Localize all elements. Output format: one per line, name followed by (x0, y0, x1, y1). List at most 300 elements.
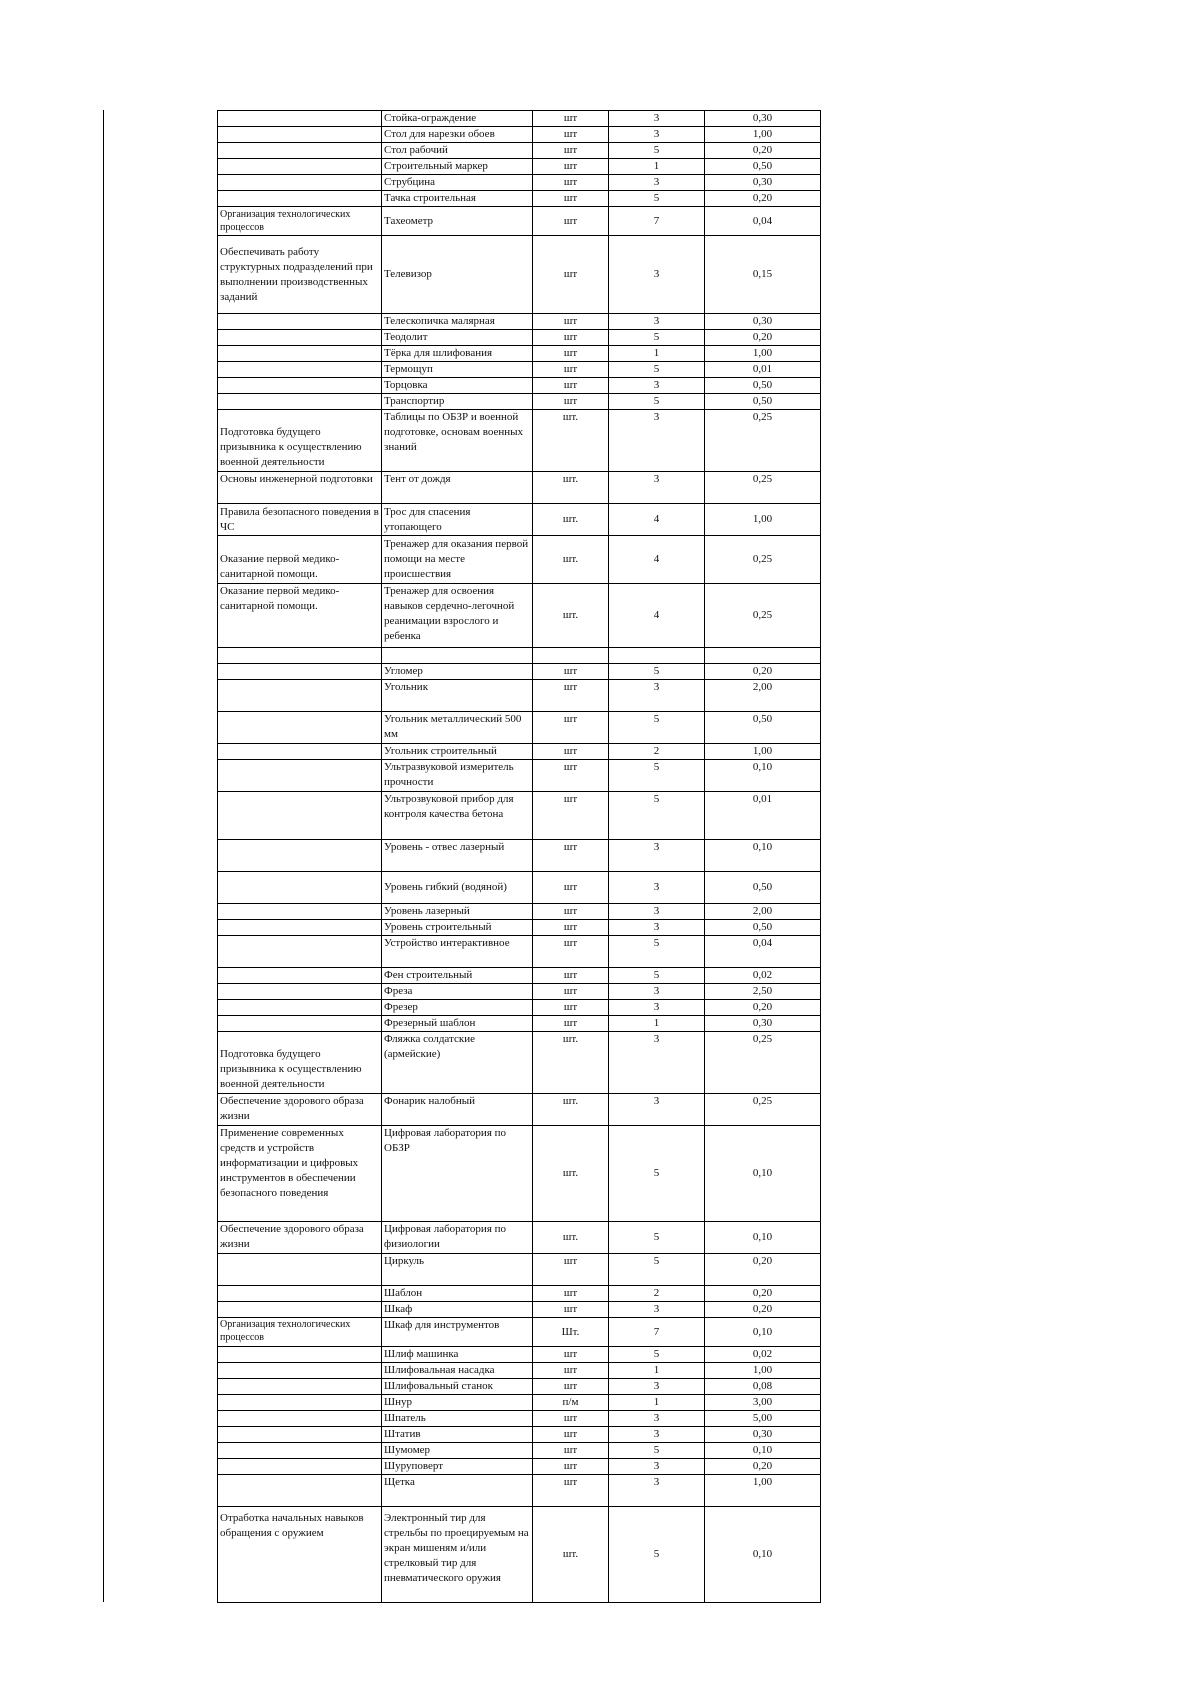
coefficient-cell: 0,25 (705, 410, 821, 472)
coefficient-cell: 3,00 (705, 1395, 821, 1411)
item-name-cell: Фонарик налобный (382, 1094, 533, 1126)
table-row (218, 968, 821, 984)
table-row (218, 111, 821, 127)
coefficient-cell: 1,00 (705, 1475, 821, 1507)
table-row (218, 936, 821, 968)
table-row (218, 984, 821, 1000)
table-row (218, 362, 821, 378)
topic-cell (218, 1254, 382, 1286)
quantity-cell: 2 (609, 744, 705, 760)
table-row (218, 143, 821, 159)
item-name-cell (382, 648, 533, 664)
quantity-cell: 5 (609, 1507, 705, 1603)
coefficient-cell: 0,30 (705, 1016, 821, 1032)
table-row (218, 314, 821, 330)
item-name-cell: Уровень гибкий (водяной) (382, 872, 533, 904)
table-row (218, 1475, 821, 1507)
item-name-cell: Уровень лазерный (382, 904, 533, 920)
unit-cell: шт (533, 1016, 609, 1032)
coefficient-cell: 0,02 (705, 968, 821, 984)
quantity-cell: 5 (609, 191, 705, 207)
topic-cell (218, 159, 382, 175)
unit-cell: шт (533, 840, 609, 872)
coefficient-cell: 0,20 (705, 143, 821, 159)
topic-cell (218, 1459, 382, 1475)
topic-cell (218, 920, 382, 936)
quantity-cell: 1 (609, 1016, 705, 1032)
item-name-cell: Тёрка для шлифования (382, 346, 533, 362)
coefficient-cell: 0,04 (705, 207, 821, 236)
unit-cell: шт (533, 712, 609, 744)
item-name-cell: Угольник металлический 500 мм (382, 712, 533, 744)
coefficient-cell: 0,25 (705, 1032, 821, 1094)
coefficient-cell: 0,10 (705, 1318, 821, 1347)
quantity-cell: 5 (609, 760, 705, 792)
topic-cell (218, 1016, 382, 1032)
unit-cell: шт (533, 968, 609, 984)
table-row (218, 410, 821, 472)
topic-cell (218, 1347, 382, 1363)
coefficient-cell: 0,10 (705, 1443, 821, 1459)
table-row (218, 1427, 821, 1443)
topic-cell (218, 680, 382, 712)
quantity-cell: 3 (609, 378, 705, 394)
topic-cell: Обеспечение здорового образа жизни (218, 1094, 382, 1126)
unit-cell: шт (533, 175, 609, 191)
table-row (218, 175, 821, 191)
quantity-cell: 3 (609, 127, 705, 143)
quantity-cell: 3 (609, 904, 705, 920)
item-name-cell: Шлиф машинка (382, 1347, 533, 1363)
item-name-cell: Угломер (382, 664, 533, 680)
topic-cell: Отработка начальных навыков обращения с оружием (218, 1507, 382, 1603)
unit-cell: шт (533, 1254, 609, 1286)
unit-cell: шт (533, 1443, 609, 1459)
item-name-cell: Шнур (382, 1395, 533, 1411)
quantity-cell: 3 (609, 1475, 705, 1507)
table-row (218, 1363, 821, 1379)
table-row (218, 904, 821, 920)
coefficient-cell: 0,50 (705, 394, 821, 410)
coefficient-cell: 1,00 (705, 346, 821, 362)
quantity-cell: 3 (609, 236, 705, 314)
quantity-cell: 4 (609, 536, 705, 584)
item-name-cell: Тахеометр (382, 207, 533, 236)
unit-cell: шт (533, 127, 609, 143)
coefficient-cell: 0,50 (705, 872, 821, 904)
topic-cell (218, 712, 382, 744)
item-name-cell: Шуруповерт (382, 1459, 533, 1475)
topic-cell: Подготовка будущего призывника к осуществлению военной деятельности (218, 1032, 382, 1094)
item-name-cell: Угольник строительный (382, 744, 533, 760)
item-name-cell: Уровень строительный (382, 920, 533, 936)
topic-cell (218, 760, 382, 792)
unit-cell: шт (533, 314, 609, 330)
item-name-cell: Торцовка (382, 378, 533, 394)
coefficient-cell: 0,04 (705, 936, 821, 968)
table-row (218, 191, 821, 207)
table-row (218, 394, 821, 410)
unit-cell: шт. (533, 472, 609, 504)
unit-cell: шт (533, 920, 609, 936)
coefficient-cell: 0,50 (705, 920, 821, 936)
coefficient-cell: 0,50 (705, 159, 821, 175)
coefficient-cell: 0,01 (705, 362, 821, 378)
quantity-cell (609, 648, 705, 664)
unit-cell: шт. (533, 1032, 609, 1094)
unit-cell: шт (533, 111, 609, 127)
item-name-cell: Цифровая лаборатория по ОБЗР (382, 1126, 533, 1222)
unit-cell: шт. (533, 1126, 609, 1222)
coefficient-cell: 0,30 (705, 111, 821, 127)
coefficient-cell: 2,00 (705, 680, 821, 712)
item-name-cell: Стол рабочий (382, 143, 533, 159)
table-row (218, 712, 821, 744)
item-name-cell: Шлифовальная насадка (382, 1363, 533, 1379)
quantity-cell: 3 (609, 1302, 705, 1318)
quantity-cell: 5 (609, 968, 705, 984)
unit-cell: шт (533, 191, 609, 207)
table-row (218, 1094, 821, 1126)
coefficient-cell: 0,20 (705, 1000, 821, 1016)
quantity-cell: 3 (609, 1411, 705, 1427)
quantity-cell: 3 (609, 1379, 705, 1395)
topic-cell (218, 1411, 382, 1427)
quantity-cell: 1 (609, 346, 705, 362)
coefficient-cell: 1,00 (705, 1363, 821, 1379)
topic-cell: Оказание первой медико-санитарной помощи. (218, 584, 382, 648)
topic-cell: Оказание первой медико-санитарной помощи. (218, 536, 382, 584)
item-name-cell: Струбцина (382, 175, 533, 191)
topic-cell: Организация технологических процессов (218, 207, 382, 236)
coefficient-cell: 0,10 (705, 1507, 821, 1603)
topic-cell (218, 111, 382, 127)
item-name-cell: Шумомер (382, 1443, 533, 1459)
topic-cell (218, 792, 382, 840)
equipment-table-body (218, 111, 821, 1603)
quantity-cell: 3 (609, 840, 705, 872)
unit-cell: шт (533, 378, 609, 394)
quantity-cell: 3 (609, 1459, 705, 1475)
table-row (218, 1000, 821, 1016)
unit-cell: шт (533, 872, 609, 904)
unit-cell: шт (533, 346, 609, 362)
topic-cell (218, 330, 382, 346)
topic-cell (218, 744, 382, 760)
topic-cell (218, 1395, 382, 1411)
unit-cell: шт (533, 362, 609, 378)
topic-cell (218, 1443, 382, 1459)
topic-cell (218, 1475, 382, 1507)
quantity-cell: 5 (609, 1347, 705, 1363)
coefficient-cell: 2,00 (705, 904, 821, 920)
quantity-cell: 3 (609, 872, 705, 904)
table-row (218, 1459, 821, 1475)
topic-cell (218, 143, 382, 159)
quantity-cell: 5 (609, 1222, 705, 1254)
topic-cell (218, 664, 382, 680)
equipment-table (217, 110, 821, 1603)
quantity-cell: 3 (609, 1000, 705, 1016)
table-row (218, 664, 821, 680)
item-name-cell: Фрезерный шаблон (382, 1016, 533, 1032)
topic-cell (218, 872, 382, 904)
item-name-cell: Тент от дождя (382, 472, 533, 504)
unit-cell: шт (533, 394, 609, 410)
item-name-cell: Устройство интерактивное (382, 936, 533, 968)
table-row (218, 648, 821, 664)
table-row (218, 680, 821, 712)
unit-cell: шт (533, 664, 609, 680)
unit-cell: шт (533, 236, 609, 314)
item-name-cell: Тачка строительная (382, 191, 533, 207)
coefficient-cell: 0,20 (705, 1302, 821, 1318)
table-row (218, 504, 821, 536)
item-name-cell: Теодолит (382, 330, 533, 346)
quantity-cell: 3 (609, 1094, 705, 1126)
unit-cell: шт. (533, 1222, 609, 1254)
coefficient-cell: 0,08 (705, 1379, 821, 1395)
table-row (218, 744, 821, 760)
topic-cell (218, 1363, 382, 1379)
item-name-cell: Шкаф (382, 1302, 533, 1318)
coefficient-cell: 0,20 (705, 1254, 821, 1286)
table-row (218, 127, 821, 143)
item-name-cell: Шкаф для инструментов (382, 1318, 533, 1347)
item-name-cell: Фен строительный (382, 968, 533, 984)
quantity-cell: 7 (609, 207, 705, 236)
topic-cell (218, 1302, 382, 1318)
quantity-cell: 5 (609, 143, 705, 159)
quantity-cell: 3 (609, 984, 705, 1000)
unit-cell: шт (533, 744, 609, 760)
quantity-cell: 3 (609, 175, 705, 191)
topic-cell (218, 362, 382, 378)
item-name-cell: Тренажер для освоения навыков сердечно-легочной реанимации взрослого и ребенка (382, 584, 533, 648)
coefficient-cell: 1,00 (705, 504, 821, 536)
coefficient-cell: 1,00 (705, 744, 821, 760)
coefficient-cell: 2,50 (705, 984, 821, 1000)
coefficient-cell: 0,30 (705, 175, 821, 191)
unit-cell: шт (533, 792, 609, 840)
coefficient-cell: 0,10 (705, 760, 821, 792)
item-name-cell: Тренажер для оказания первой помощи на месте происшествия (382, 536, 533, 584)
table-row (218, 1302, 821, 1318)
topic-cell (218, 314, 382, 330)
coefficient-cell: 0,25 (705, 584, 821, 648)
quantity-cell: 5 (609, 792, 705, 840)
table-row (218, 1411, 821, 1427)
coefficient-cell: 0,20 (705, 1286, 821, 1302)
table-row (218, 920, 821, 936)
unit-cell: шт. (533, 410, 609, 472)
item-name-cell: Шлифовальный станок (382, 1379, 533, 1395)
table-row (218, 760, 821, 792)
topic-cell (218, 904, 382, 920)
item-name-cell: Строительный маркер (382, 159, 533, 175)
quantity-cell: 3 (609, 1032, 705, 1094)
topic-cell (218, 191, 382, 207)
quantity-cell: 2 (609, 1286, 705, 1302)
quantity-cell: 5 (609, 362, 705, 378)
topic-cell (218, 968, 382, 984)
topic-cell (218, 1286, 382, 1302)
coefficient-cell: 0,20 (705, 330, 821, 346)
quantity-cell: 5 (609, 712, 705, 744)
item-name-cell: Фрезер (382, 1000, 533, 1016)
item-name-cell: Угольник (382, 680, 533, 712)
unit-cell: шт (533, 207, 609, 236)
quantity-cell: 3 (609, 1427, 705, 1443)
topic-cell: Организация технологических процессов (218, 1318, 382, 1347)
table-row (218, 536, 821, 584)
table-row (218, 1222, 821, 1254)
coefficient-cell: 0,25 (705, 472, 821, 504)
unit-cell: шт (533, 1000, 609, 1016)
table-row (218, 840, 821, 872)
table-row (218, 159, 821, 175)
topic-cell (218, 378, 382, 394)
unit-cell: п/м (533, 1395, 609, 1411)
coefficient-cell (705, 648, 821, 664)
quantity-cell: 1 (609, 1395, 705, 1411)
unit-cell: шт (533, 904, 609, 920)
quantity-cell: 4 (609, 504, 705, 536)
table-row (218, 472, 821, 504)
coefficient-cell: 0,30 (705, 1427, 821, 1443)
table-row (218, 1395, 821, 1411)
item-name-cell: Трос для спасения утопающего (382, 504, 533, 536)
table-row (218, 1379, 821, 1395)
quantity-cell: 3 (609, 111, 705, 127)
item-name-cell: Телескопичка малярная (382, 314, 533, 330)
table-row (218, 1254, 821, 1286)
unit-cell: шт (533, 936, 609, 968)
topic-cell: Подготовка будущего призывника к осуществлению военной деятельности (218, 410, 382, 472)
table-row (218, 1443, 821, 1459)
unit-cell: шт (533, 1363, 609, 1379)
page-margin-line (103, 110, 104, 1602)
table-row (218, 1507, 821, 1603)
unit-cell: шт. (533, 1094, 609, 1126)
item-name-cell: Транспортир (382, 394, 533, 410)
quantity-cell: 3 (609, 680, 705, 712)
topic-cell: Основы инженерной подготовки (218, 472, 382, 504)
quantity-cell: 5 (609, 1254, 705, 1286)
unit-cell: шт (533, 330, 609, 346)
item-name-cell: Термощуп (382, 362, 533, 378)
topic-cell (218, 394, 382, 410)
unit-cell: шт (533, 984, 609, 1000)
table-row (218, 792, 821, 840)
unit-cell: шт (533, 1379, 609, 1395)
unit-cell: шт (533, 1302, 609, 1318)
coefficient-cell: 0,25 (705, 536, 821, 584)
item-name-cell: Щетка (382, 1475, 533, 1507)
coefficient-cell: 0,25 (705, 1094, 821, 1126)
table-row (218, 346, 821, 362)
table-row (218, 584, 821, 648)
table-row (218, 1286, 821, 1302)
quantity-cell: 7 (609, 1318, 705, 1347)
coefficient-cell: 0,50 (705, 378, 821, 394)
unit-cell: шт (533, 1286, 609, 1302)
item-name-cell: Фреза (382, 984, 533, 1000)
quantity-cell: 5 (609, 330, 705, 346)
coefficient-cell: 5,00 (705, 1411, 821, 1427)
topic-cell (218, 840, 382, 872)
unit-cell: шт. (533, 584, 609, 648)
quantity-cell: 5 (609, 1443, 705, 1459)
item-name-cell: Шаблон (382, 1286, 533, 1302)
topic-cell (218, 936, 382, 968)
item-name-cell: Циркуль (382, 1254, 533, 1286)
coefficient-cell: 0,10 (705, 840, 821, 872)
quantity-cell: 3 (609, 410, 705, 472)
topic-cell: Применение современных средств и устройств информатизации и цифровых инструментов в обеспечении безопасного поведения (218, 1126, 382, 1222)
item-name-cell: Электронный тир для стрельбы по проецируемым на экран мишеням и/или стрелковый тир для пневматического оружия (382, 1507, 533, 1603)
coefficient-cell: 0,30 (705, 314, 821, 330)
unit-cell: шт (533, 1475, 609, 1507)
unit-cell: шт (533, 159, 609, 175)
unit-cell: шт (533, 1459, 609, 1475)
item-name-cell: Фляжка солдатские (армейские) (382, 1032, 533, 1094)
coefficient-cell: 1,00 (705, 127, 821, 143)
table-row (218, 236, 821, 314)
unit-cell: шт (533, 680, 609, 712)
coefficient-cell: 0,20 (705, 1459, 821, 1475)
quantity-cell: 3 (609, 920, 705, 936)
item-name-cell: Стойка-ограждение (382, 111, 533, 127)
quantity-cell: 5 (609, 664, 705, 680)
item-name-cell: Цифровая лаборатория по физиологии (382, 1222, 533, 1254)
coefficient-cell: 0,50 (705, 712, 821, 744)
table-row (218, 207, 821, 236)
unit-cell: шт (533, 1411, 609, 1427)
unit-cell: шт (533, 1427, 609, 1443)
table-row (218, 872, 821, 904)
unit-cell: шт. (533, 504, 609, 536)
item-name-cell: Ультрозвуковой прибор для контроля качества бетона (382, 792, 533, 840)
quantity-cell: 3 (609, 314, 705, 330)
topic-cell (218, 984, 382, 1000)
unit-cell (533, 648, 609, 664)
table-row (218, 1318, 821, 1347)
coefficient-cell: 0,15 (705, 236, 821, 314)
quantity-cell: 1 (609, 159, 705, 175)
topic-cell (218, 1000, 382, 1016)
quantity-cell: 5 (609, 936, 705, 968)
quantity-cell: 1 (609, 1363, 705, 1379)
item-name-cell: Таблицы по ОБЗР и военной подготовке, основам военных знаний (382, 410, 533, 472)
topic-cell (218, 1379, 382, 1395)
table-row (218, 330, 821, 346)
coefficient-cell: 0,02 (705, 1347, 821, 1363)
unit-cell: шт. (533, 536, 609, 584)
quantity-cell: 5 (609, 394, 705, 410)
quantity-cell: 5 (609, 1126, 705, 1222)
table-row (218, 1347, 821, 1363)
topic-cell (218, 346, 382, 362)
coefficient-cell: 0,20 (705, 191, 821, 207)
topic-cell (218, 1427, 382, 1443)
item-name-cell: Штатив (382, 1427, 533, 1443)
quantity-cell: 4 (609, 584, 705, 648)
coefficient-cell: 0,20 (705, 664, 821, 680)
table-row (218, 1016, 821, 1032)
unit-cell: Шт. (533, 1318, 609, 1347)
topic-cell: Правила безопасного поведения в ЧС (218, 504, 382, 536)
